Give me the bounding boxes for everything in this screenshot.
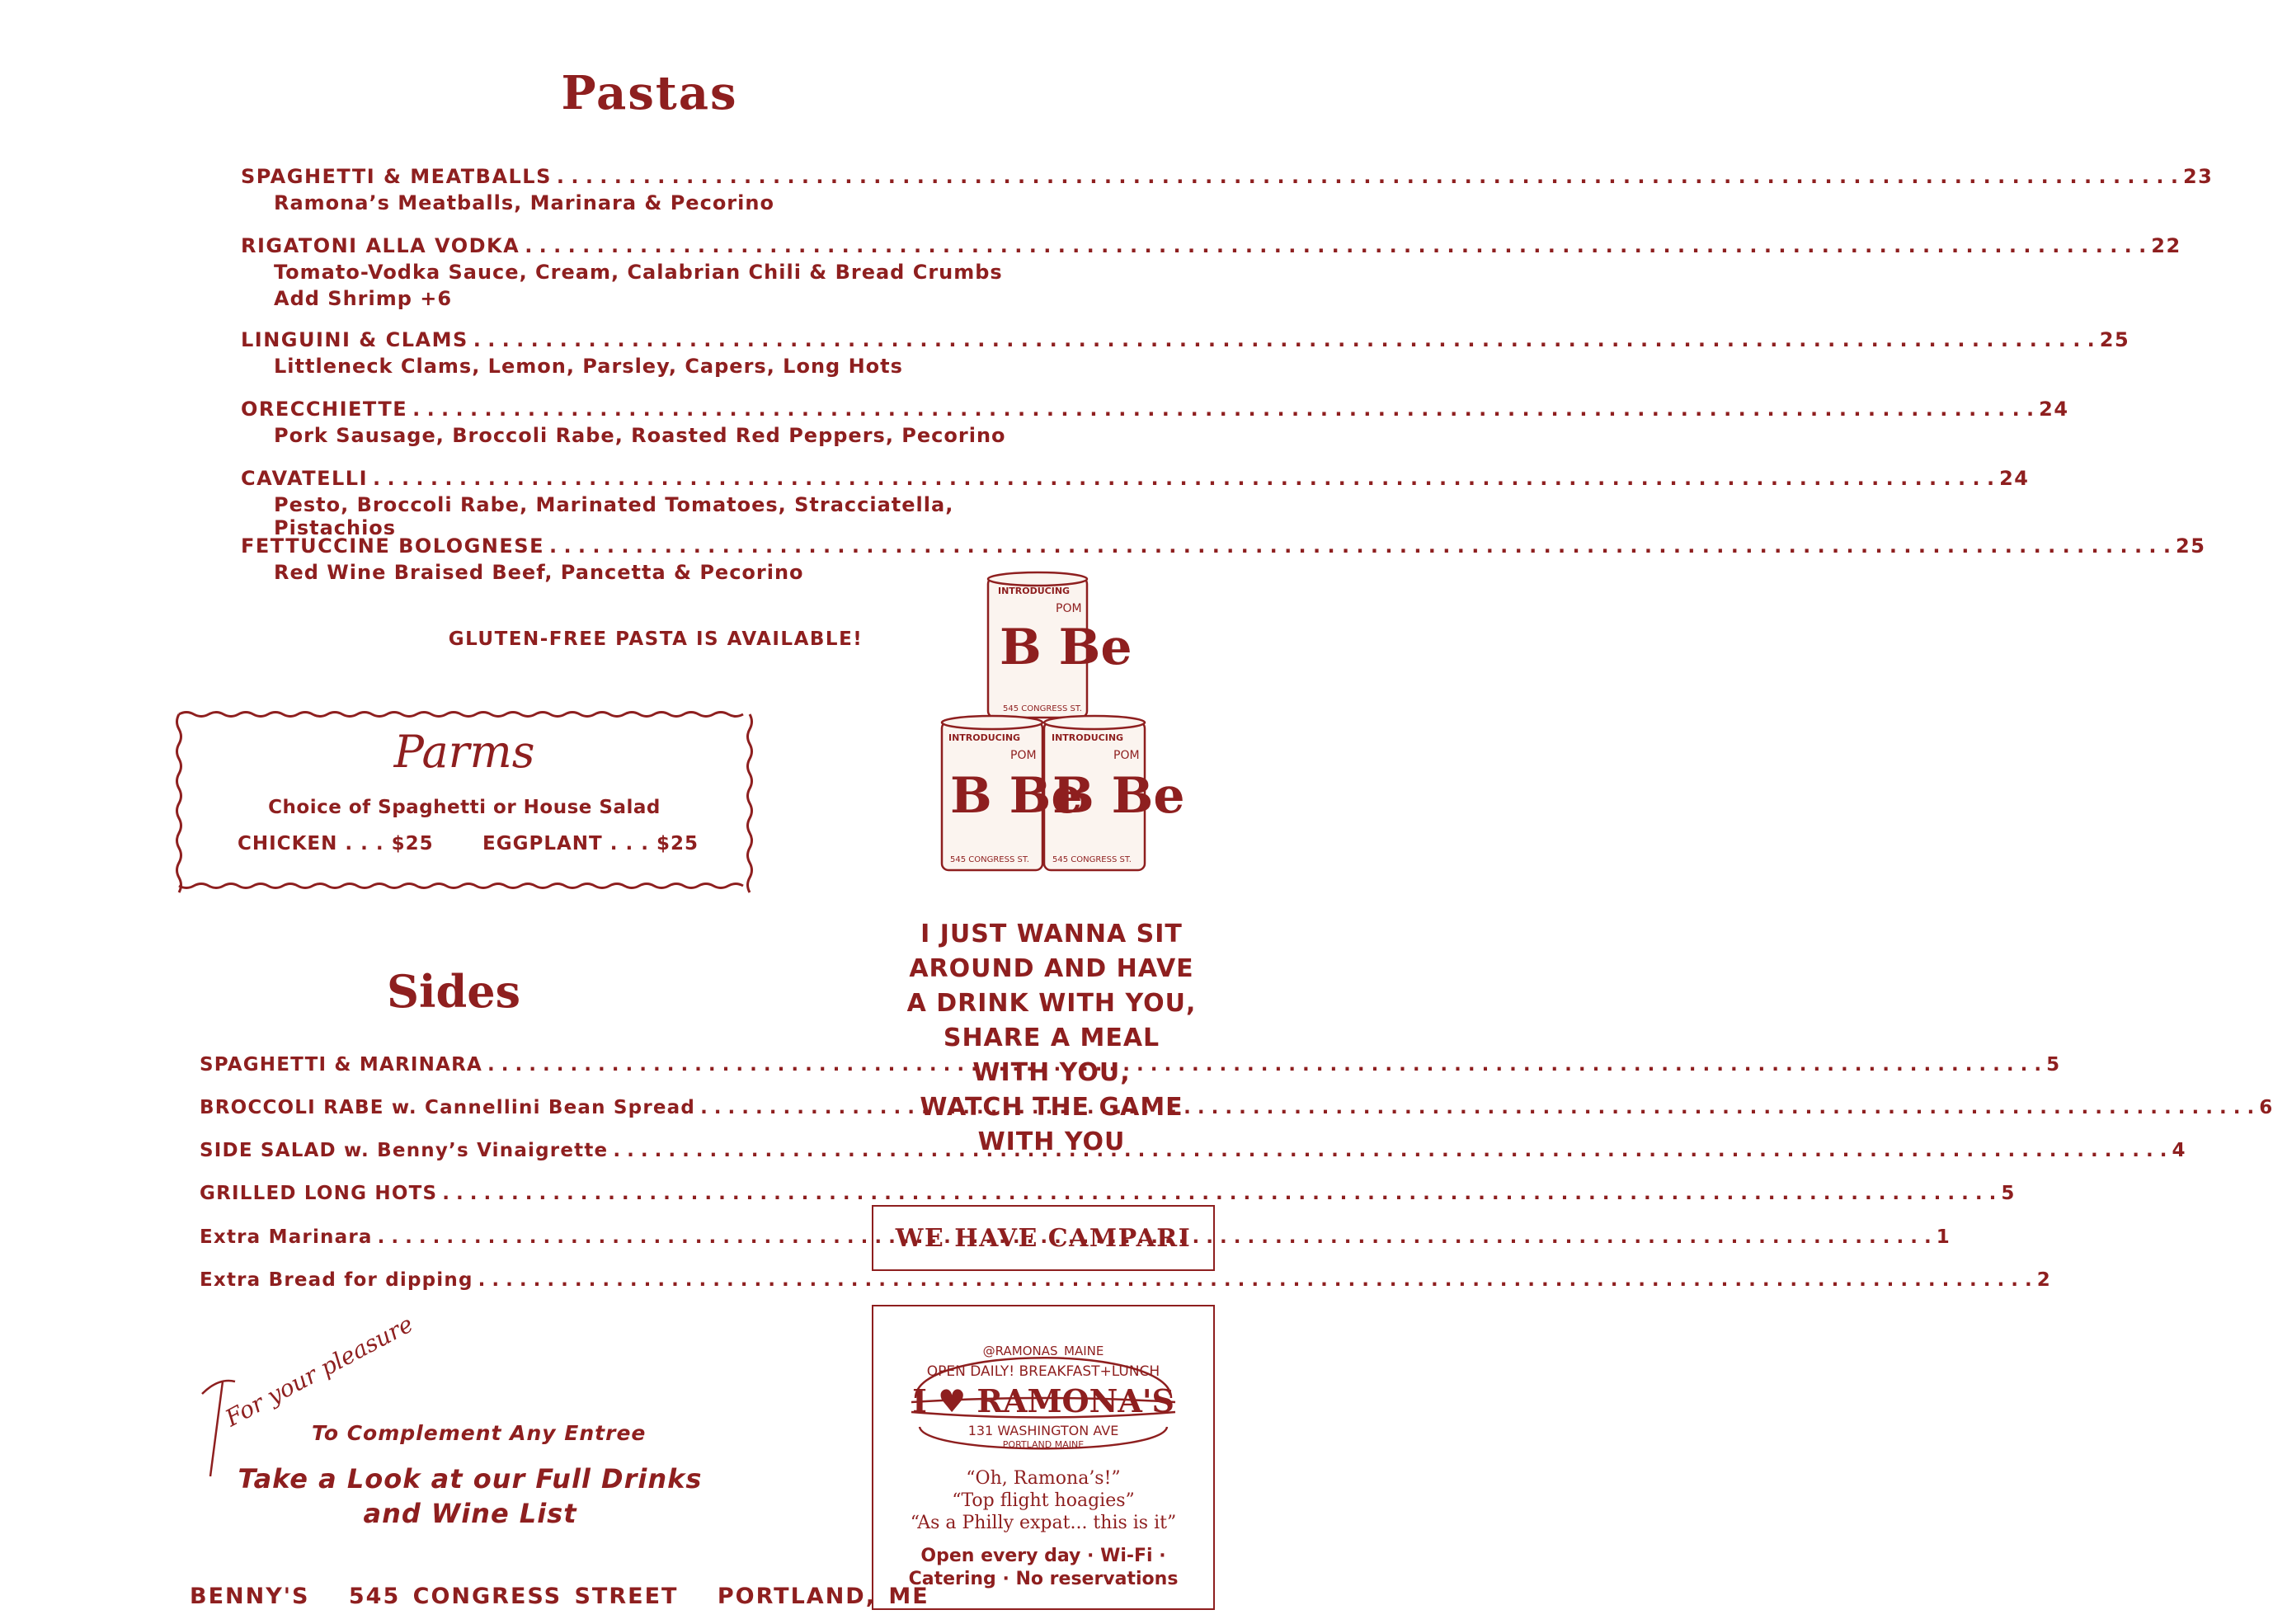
ramonas-info: Catering · No reservations [908,1569,1179,1589]
svg-text:@RAMONAS_MAINE: @RAMONAS_MAINE [982,1344,1104,1358]
item-description: Red Wine Braised Beef, Pancetta & Pecorino [274,561,804,584]
side-price: 5 [2046,1054,2061,1076]
ramonas-review: “Oh, Ramona’s!” [966,1468,1121,1489]
side-price: 2 [2036,1269,2051,1291]
complement-text: To Complement Any Entree [312,1421,647,1445]
svg-text:B Be: B Be [950,767,1083,825]
footer-address [190,1584,956,1609]
svg-text:INTRODUCING: INTRODUCING [1052,732,1124,743]
menu-item [241,467,2030,539]
ramonas-review: “As a Philly expat... this is it” [910,1513,1177,1533]
svg-text:INTRODUCING: INTRODUCING [998,586,1071,596]
parms-title: Parms [393,726,535,778]
parms-chicken: CHICKEN . . . $25 [238,833,434,854]
side-item [200,1183,2016,1204]
item-name: FETTUCCINE BOLOGNESE [241,534,544,558]
ramonas-hoagie-logo [891,1320,1196,1460]
item-description: Pork Sausage, Broccoli Rabe, Roasted Red Peppers, Pecorino [274,424,1006,447]
svg-text:INTRODUCING: INTRODUCING [948,732,1021,743]
side-price: 5 [2001,1183,2016,1204]
parms-eggplant: EGGPLANT . . . $25 [482,833,699,854]
side-name: BROCCOLI RABE w. Cannellini Bean Spread [200,1097,696,1118]
item-addon: Add Shrimp +6 [274,287,453,310]
svg-text:545 CONGRESS ST.: 545 CONGRESS ST. [1003,704,1082,713]
svg-text:131 WASHINGTON AVE: 131 WASHINGTON AVE [967,1423,1119,1438]
quote-line: SHARE A MEAL [943,1024,1160,1052]
restaurant-name: BENNY'S [190,1584,310,1609]
quote-block [887,917,1217,1160]
gluten-free-note: GLUTEN-FREE PASTA IS AVAILABLE! [448,628,864,650]
street-address: 545 CONGRESS STREET [348,1584,679,1609]
side-price: 6 [2259,1097,2273,1118]
item-price: 23 [2182,165,2214,188]
svg-text:PORTLAND MAINE: PORTLAND MAINE [1002,1439,1085,1450]
svg-text:B Be: B Be [1000,619,1132,676]
drinks-line: and Wine List [363,1498,577,1529]
ramonas-review: “Top flight hoagies” [952,1490,1135,1511]
item-price: 24 [1999,467,2030,490]
item-description: Tomato-Vodka Sauce, Cream, Calabrian Chili & Bread Crumbs [274,261,1003,284]
parms-subtitle: Choice of Spaghetti or House Salad [268,797,661,818]
item-name: ORECCHIETTE [241,398,408,421]
quote-line: I JUST WANNA SIT [920,920,1183,949]
svg-text:I ♥ RAMONA'S: I ♥ RAMONA'S [912,1382,1174,1419]
side-name: GRILLED LONG HOTS [200,1183,438,1204]
item-description: Littleneck Clams, Lemon, Parsley, Capers, Long Hots [274,355,903,378]
item-description: Ramona’s Meatballs, Marinara & Pecorino [274,191,774,214]
item-price: 25 [2099,328,2130,351]
svg-text:POM: POM [1010,749,1037,762]
menu-item [241,234,2181,310]
tomato-cans-illustration [932,569,1185,891]
item-price: 25 [2176,534,2206,558]
svg-text:For your pleasure: For your pleasure [220,1310,418,1433]
ramonas-info: Open every day · Wi-Fi · [920,1546,1166,1566]
pastas-title: Pastas [561,66,738,120]
side-name: SPAGHETTI & MARINARA [200,1054,483,1076]
city: PORTLAND, ME [717,1584,929,1609]
drinks-list-callout [223,1462,718,1531]
item-name: SPAGHETTI & MEATBALLS [241,165,552,188]
item-price: 24 [2039,398,2069,421]
svg-text:545 CONGRESS ST.: 545 CONGRESS ST. [1052,855,1132,864]
menu-item [241,165,2214,214]
svg-text:545 CONGRESS ST.: 545 CONGRESS ST. [950,855,1029,864]
item-description: Pesto, Broccoli Rabe, Marinated Tomatoes, Stracciatella, Pistachios [274,493,954,539]
item-name: LINGUINI & CLAMS [241,328,468,351]
campari-banner: WE HAVE CAMPARI [872,1205,1215,1271]
side-name: SIDE SALAD w. Benny’s Vinaigrette [200,1140,609,1161]
side-item [200,1269,2051,1291]
quote-line: AROUND AND HAVE [909,954,1194,983]
quote-line: WITH YOU, [972,1058,1131,1087]
item-price: 22 [2151,234,2181,257]
sides-title: Sides [386,965,521,1018]
menu-item [241,534,2206,584]
drinks-line: Take a Look at our Full Drinks [238,1463,703,1495]
item-name: CAVATELLI [241,467,368,490]
menu-item [241,398,2069,447]
quote-line: WITH YOU [977,1127,1126,1156]
quote-line: WATCH THE GAME [920,1093,1184,1122]
svg-text:POM: POM [1113,749,1140,762]
menu-item [241,328,2130,378]
quote-line: A DRINK WITH YOU, [906,989,1197,1018]
side-name: Extra Bread for dipping [200,1269,473,1291]
side-price: 4 [2172,1140,2186,1161]
svg-text:B Be: B Be [1052,767,1185,825]
svg-text:OPEN DAILY! BREAKFAST+LUNCH: OPEN DAILY! BREAKFAST+LUNCH [926,1363,1160,1380]
item-name: RIGATONI ALLA VODKA [241,234,520,257]
svg-text:POM: POM [1056,602,1082,615]
side-price: 1 [1936,1226,1951,1248]
side-name: Extra Marinara [200,1226,373,1248]
